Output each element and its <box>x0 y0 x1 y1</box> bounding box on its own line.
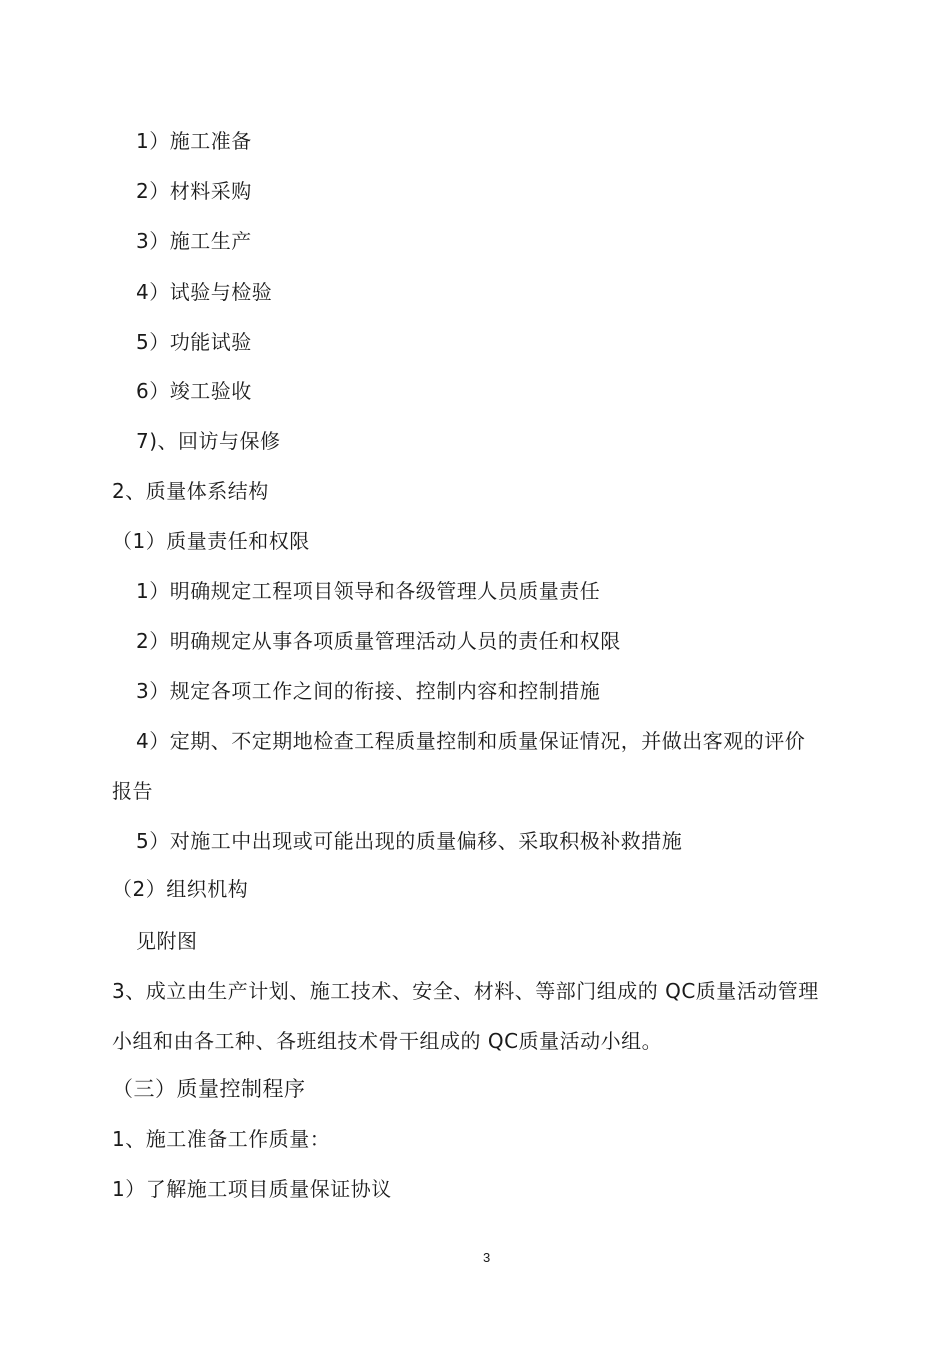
text-line: 见附图 <box>136 929 198 953</box>
text-line: 1）了解施工项目质量保证协议 <box>112 1177 392 1201</box>
text-line: 3、成立由生产计划、施工技术、安全、材料、等部门组成的 QC质量活动管理 <box>112 979 819 1003</box>
text-line: 1）施工准备 <box>136 129 252 153</box>
text-line: 2）材料采购 <box>136 179 252 203</box>
text-line: 3）规定各项工作之间的衔接、控制内容和控制措施 <box>136 679 601 703</box>
section-heading: （三）质量控制程序 <box>112 1077 306 1101</box>
text-line: 5）对施工中出现或可能出现的质量偏移、采取积极补救措施 <box>136 829 683 853</box>
text-line: 7)、回访与保修 <box>136 429 281 453</box>
text-line: 2）明确规定从事各项质量管理活动人员的责任和权限 <box>136 629 621 653</box>
page-number: 3 <box>483 1250 491 1265</box>
subsection-heading: （2）组织机构 <box>112 877 249 901</box>
text-line: 1、施工准备工作质量： <box>112 1127 331 1151</box>
text-line: 4）定期、不定期地检查工程质量控制和质量保证情况，并做出客观的评价 <box>136 729 806 753</box>
text-line: 1）明确规定工程项目领导和各级管理人员质量责任 <box>136 579 601 603</box>
text-line: 4）试验与检验 <box>136 280 273 304</box>
subsection-heading: （1）质量责任和权限 <box>112 529 310 553</box>
text-line: 3）施工生产 <box>136 229 252 253</box>
section-heading: 2、质量体系结构 <box>112 479 269 503</box>
text-line: 6）竣工验收 <box>136 379 252 403</box>
text-line: 小组和由各工种、各班组技术骨干组成的 QC质量活动小组。 <box>112 1029 663 1053</box>
text-line: 5）功能试验 <box>136 330 252 354</box>
text-line: 报告 <box>112 779 153 803</box>
